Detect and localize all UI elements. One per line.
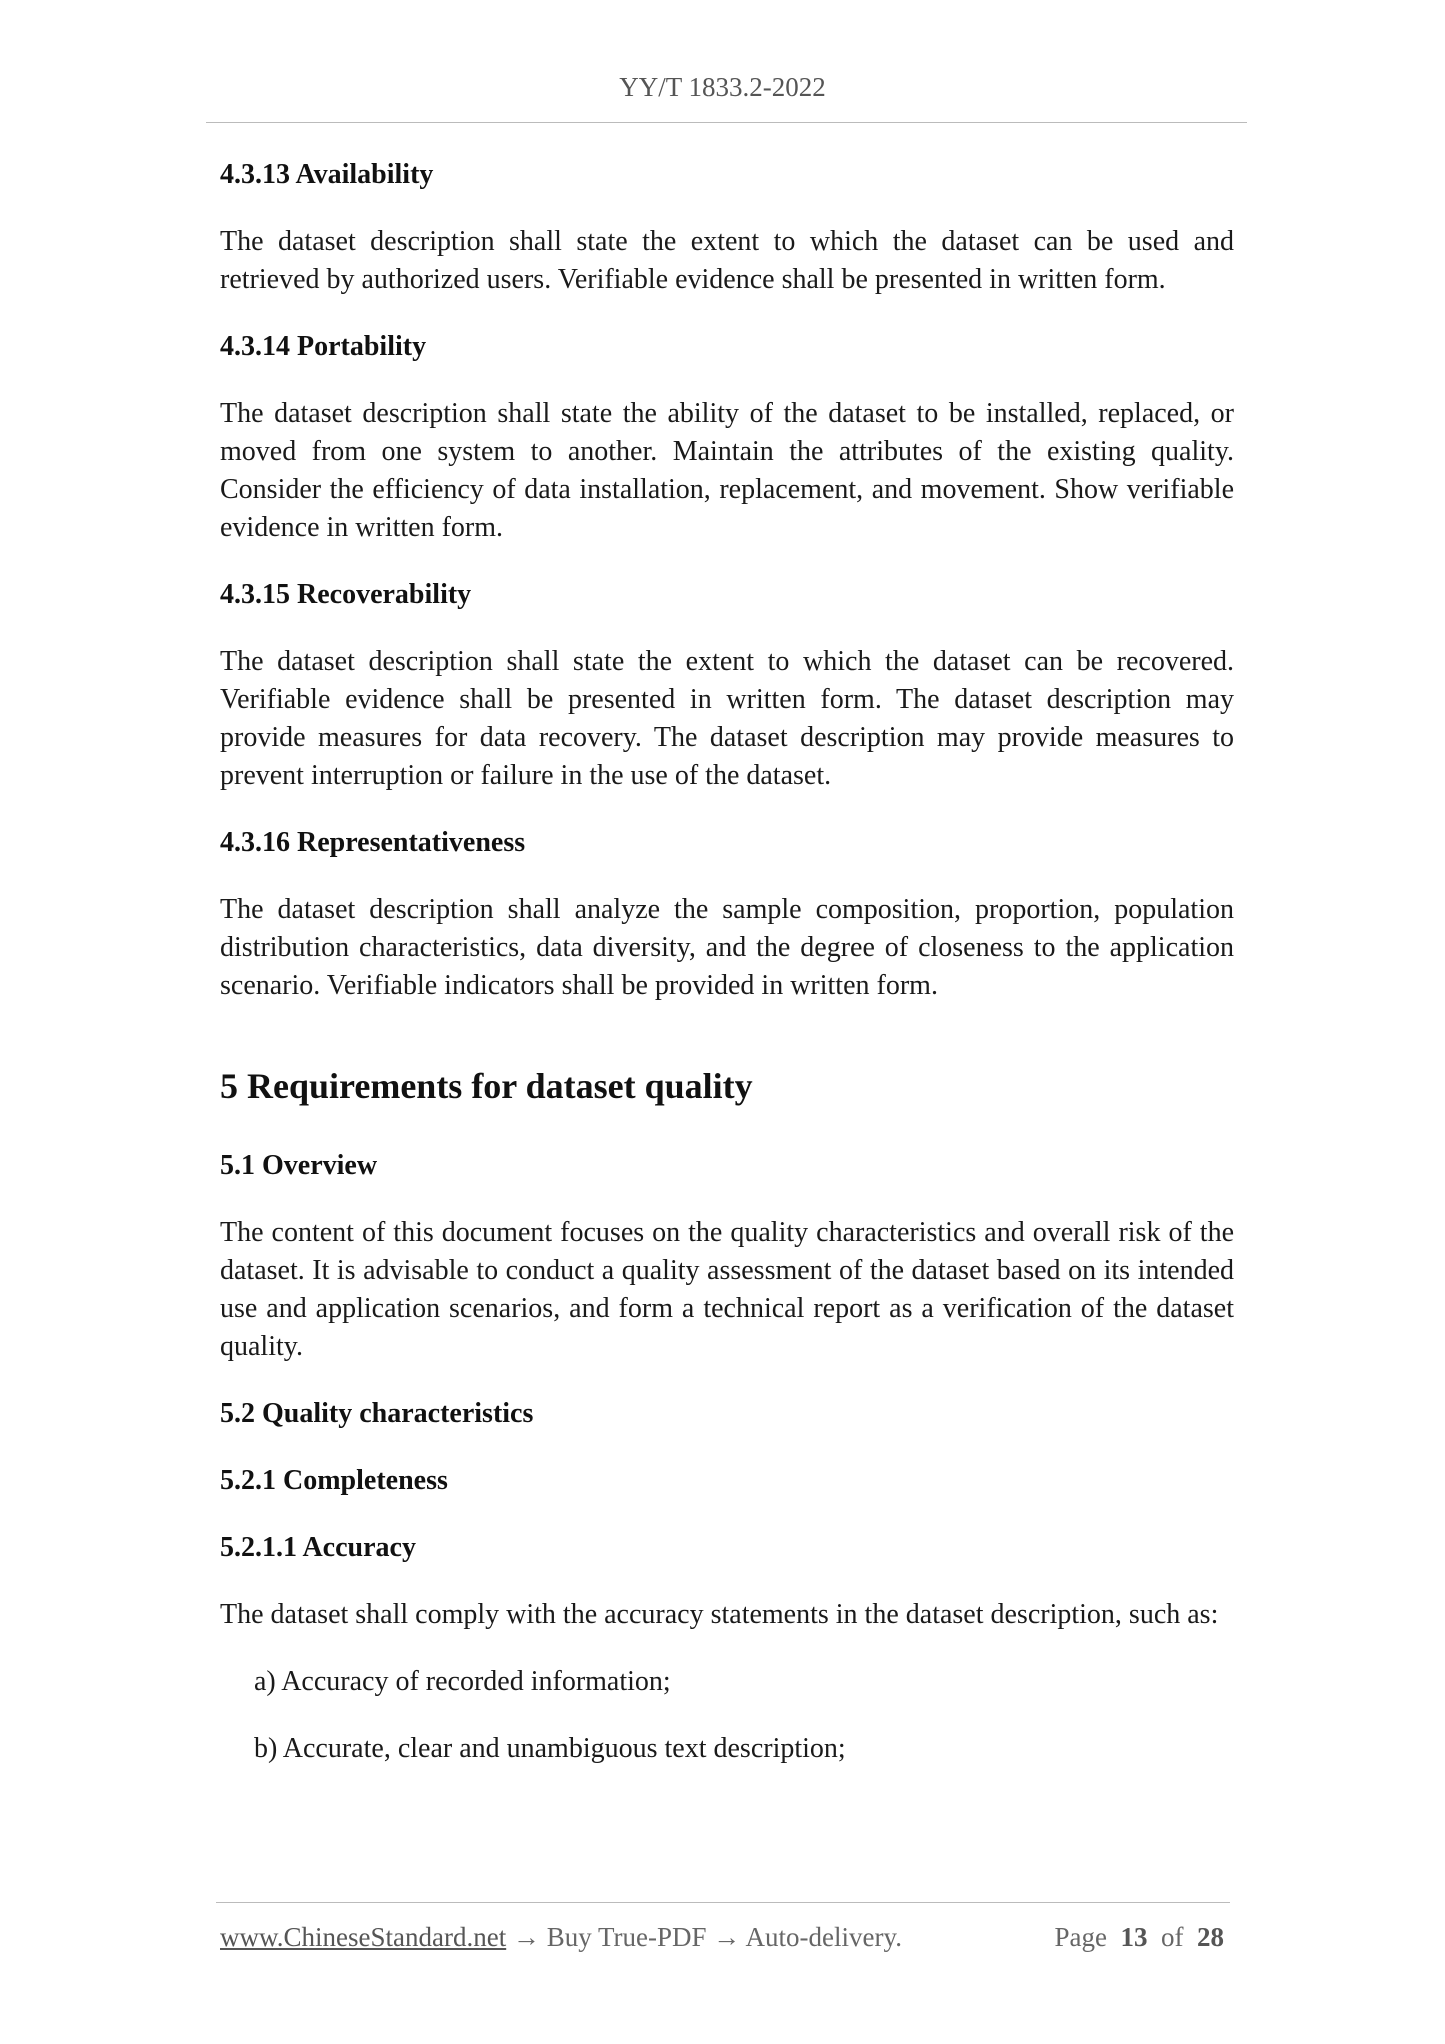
list-item-b: b) Accurate, clear and unambiguous text description; bbox=[254, 1733, 846, 1764]
paragraph-recoverability: The dataset description shall state the extent to which the dataset can be recovered. Verifiable evidence shall be presented in written form. The dataset description may provide measures for data recovery. The dataset description may provide measures to prevent interruption or failure in the use of the dataset. bbox=[220, 646, 1234, 791]
page-label: Page bbox=[1054, 1922, 1107, 1952]
page-number bbox=[1055, 1918, 1224, 1956]
heading-4-3-14: 4.3.14 Portability bbox=[220, 331, 427, 362]
heading-4-3-15: 4.3.15 Recoverability bbox=[220, 579, 472, 610]
heading-5-2: 5.2 Quality characteristics bbox=[220, 1398, 534, 1429]
paragraph-overview: The content of this document focuses on the quality characteristics and overall risk of the dataset. It is advisable to conduct a quality assessment of the dataset based on its intended use and application scenarios, and form a technical report as a verification of the dataset quality. bbox=[220, 1217, 1234, 1362]
footer-promo bbox=[220, 1918, 902, 1956]
paragraph-accuracy: The dataset shall comply with the accuracy statements in the dataset description, such as: bbox=[220, 1599, 1219, 1630]
list-item-a: a) Accuracy of recorded information; bbox=[254, 1666, 671, 1697]
heading-4-3-13: 4.3.13 Availability bbox=[220, 159, 434, 190]
site-link[interactable]: www.ChineseStandard.net bbox=[220, 1922, 507, 1952]
heading-4-3-16: 4.3.16 Representativeness bbox=[220, 827, 526, 858]
document-code-header: YY/T 1833.2-2022 bbox=[619, 72, 826, 102]
heading-5: 5 Requirements for dataset quality bbox=[220, 1066, 753, 1106]
paragraph-portability: The dataset description shall state the ability of the dataset to be installed, replaced, or moved from one system to another. Maintain the attributes of the existing quality. Consider the efficiency of data installation, replacement, and movement. Show verifiable evidence in written form. bbox=[220, 398, 1234, 543]
total-pages: 28 bbox=[1197, 1922, 1224, 1952]
paragraph-availability: The dataset description shall state the extent to which the dataset can be used and retrieved by authorized users. Verifiable evidence shall be presented in written form. bbox=[220, 226, 1234, 295]
footer-divider bbox=[216, 1902, 1230, 1903]
page-content bbox=[220, 156, 1234, 1797]
footer-promo-text: → Buy True-PDF → Auto-delivery. bbox=[506, 1922, 902, 1952]
heading-5-1: 5.1 Overview bbox=[220, 1150, 378, 1181]
current-page: 13 bbox=[1120, 1922, 1148, 1952]
heading-5-2-1: 5.2.1 Completeness bbox=[220, 1465, 448, 1496]
heading-5-2-1-1: 5.2.1.1 Accuracy bbox=[220, 1532, 416, 1563]
header-divider bbox=[206, 122, 1247, 123]
paragraph-representativeness: The dataset description shall analyze the sample composition, proportion, population distribution characteristics, data diversity, and the degree of closeness to the application scenario. Verifiable indicators shall be provided in written form. bbox=[220, 894, 1234, 1001]
of-label: of bbox=[1161, 1922, 1184, 1952]
